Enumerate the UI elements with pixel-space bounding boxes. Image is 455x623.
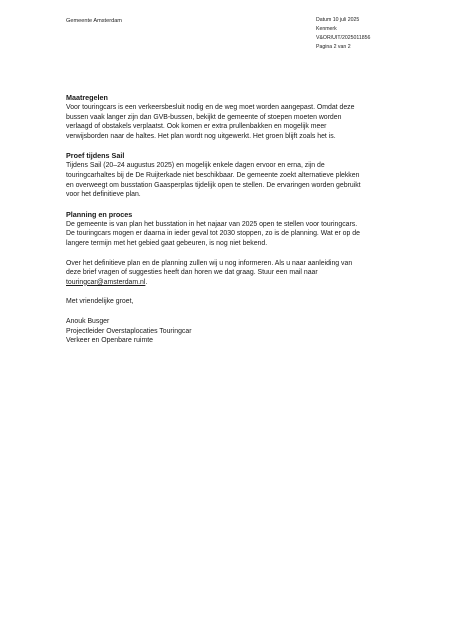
body-line: touringcarhaltes bij de De Ruijterkade niet beschikbaar. De gemeente zoekt alternatieve plekken xyxy=(66,171,360,179)
body-line: en overweegt om busstation Gaasperplas tijdelijk open te stellen. De ervaringen worden gebruikt xyxy=(66,181,361,189)
body-line: verwijsborden naar de haltes. Het plan wordt nog uitgewerkt. Het groen blijft zoals het is. xyxy=(66,132,336,140)
closing-line: Over het definitieve plan en de planning zullen wij u nog informeren. Als u naar aanleiding van xyxy=(66,259,353,267)
reference-label: Kenmerk xyxy=(316,26,337,32)
section-title-proef: Proef tijdens Sail xyxy=(66,151,125,161)
email-suffix: . xyxy=(145,278,148,286)
body-line: De touringcars mogen er daarna in ieder geval tot 2030 stoppen, zo is de planning. Wat er op de xyxy=(66,230,360,238)
letter-body xyxy=(66,93,396,346)
signature-name: Anouk Busger xyxy=(66,317,110,325)
signature-department: Verkeer en Openbare ruimte xyxy=(66,337,153,345)
section-title-planning: Planning en proces xyxy=(66,209,133,219)
greeting: Met vriendelijke groet, xyxy=(66,298,134,306)
page-number: Pagina 2 van 2 xyxy=(316,44,351,50)
body-line: voor het definitieve plan. xyxy=(66,191,141,199)
organization-name: Gemeente Amsterdam xyxy=(66,18,122,24)
closing-email-line xyxy=(66,278,396,288)
reference-number: V&OR/UIT/2025011856 xyxy=(316,35,371,41)
section-title-maatregelen: Maatregelen xyxy=(66,93,108,102)
body-line: De gemeente is van plan het busstation in het najaar van 2025 open te stellen voor touringcars. xyxy=(66,220,358,228)
email-link[interactable]: touringcar@amsterdam.nl xyxy=(66,278,146,286)
letter-meta xyxy=(316,16,370,52)
closing-line: deze brief vragen of suggesties heeft dan horen we dat graag. Stuur een mail naar xyxy=(66,269,318,277)
letter-date: Datum 10 juli 2025 xyxy=(316,17,360,23)
body-line: langere termijn met het gebied gaat gebeuren, is nog niet bekend. xyxy=(66,239,268,247)
signature-title: Projectleider Overstaplocaties Touringcar xyxy=(66,327,192,335)
body-line: bussen vaak langer zijn dan GVB-bussen, bekijkt de gemeente of stoepen moeten worden xyxy=(66,113,342,121)
body-line: verlaagd of obstakels verplaatst. Ook komen er extra prullenbakken en mogelijk meer xyxy=(66,123,327,131)
body-line: Tijdens Sail (20–24 augustus 2025) en mogelijk enkele dagen ervoor en erna, zijn de xyxy=(66,162,325,170)
body-line: Voor touringcars is een verkeersbesluit nodig en de weg moet worden aangepast. Omdat deze xyxy=(66,104,355,111)
